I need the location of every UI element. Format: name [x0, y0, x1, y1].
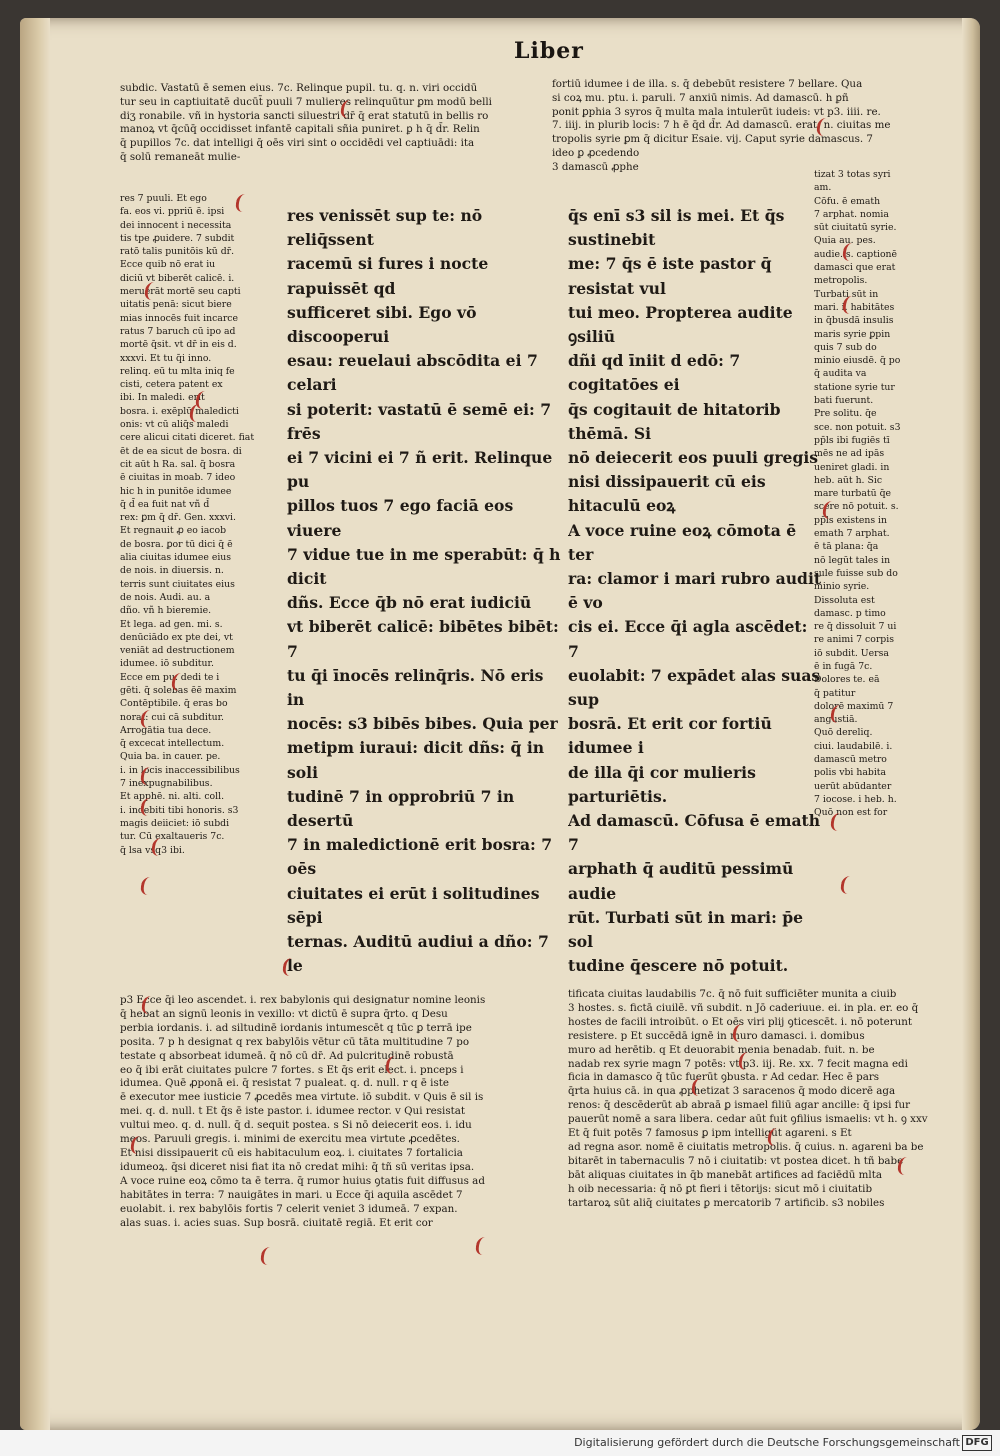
funding-credit: Digitalisierung gefördert durch die Deutsche Forschungsgemeinschaft: [574, 1436, 960, 1449]
marginal-gloss-left: res 7 puuli. Et ego fa. eos vi. ppriū ē. ipsi dei innocent i necessita tis tpe ꝓuidere. 7 subdit ratō talis punitōis kū dr̄. Ecce quib nō erat iu diciū vt biberēt calicē. i. meruerāt mortē seu capti uitatis penā: sicut biere mias innocēs fuit incarce ratus 7 baruch cū ipo ad mortē q̄sit. vt dr̄ in eis d. xxxvi. Et tu q̄i inno. relinq. eū tu mlta iniq fe cisti, cetera patent ex ibi. In maledi. erit bosra. i. exēplū maledicti onis: vt cū aliq̄s maledi cere alicui citati diceret. fiat ēt de ea sicut de bosra. di cit aūt h Ra. sal. q̄ bosra ē ciuitas in moab. 7 ideo hic h in punitōe idumee q̄ d̄ ea fuit nat vñ d̄ rex: ꝑm q̄ dr̄. Gen. xxxvi. Et regnauit ꝓ eo iacob de bosra. ꝑor tū dici q̄ ē alia ciuitas idumee eius de nois. in diuersis. n. terris sunt ciuitates eius de nois. Audi. au. a dño. vñ h bieremie. Et lega. ad gen. mi. s. denūciādo ex pte dei, vt veniāt ad destructionem idumee. iō subditur. Ecce em pu. dedi te i gēti. q̄ solebas ēē maxim Contēptibile. q̄ eras bo norat: cui cā subditur. Arrogātia tua dece. q̄ excecat intellectum. Quia ba. in cauer. pe. i. in locis inaccessibilibus 7 inexpugnabilibus. Et apphē. ni. alti. coll. i. indebiti tibi honoris. s3 magis deiiciet: iō subdi tur. Cū exaltaueris 7c. q̄ lsa vsq3 ibi.: [120, 193, 255, 856]
gloss-bottom-left: p3 Ecce q̄i leo ascendet. i. rex babylonis qui designatur nomine leonis q̄ hebat an signū leonis in vexillo: vt dictū ē supra q̄rto. q Desu perbia iordanis. i. ad siltudinē iordanis intumescēt q tūc ꝑ terrā ipe posita. 7 p h designat q rex babylōis vētur cū tāta multitudine 7 po testate q absorbeat idumeā. q̄ nō cū dr̄. Ad pulcritudinē robustā eo q̄ ibi erāt ciuitates pulcre 7 fortes. s Et q̄s erit elect. i. pnceps i idumea. Quē ꝓponā ei. q̄ resistat 7 pualeat. q. d. null. r q ē iste ē executor mee iusticie 7 ꝓcedēs mea virtute. iō subdit. v Quis ē sil is mei. q. d. null. t Et q̄s ē iste pastor. i. idumee rector. v Qui resistat vultui meo. q. d. null. q̄ d. sequit postea. s Si nō deiecerit eos. i. idu meos. Paruuli gregis. i. minimi de exercitu mea virtute ꝓcedētes. Et nisi dissipauerit cū eis habitaculum eoꝝ. i. ciuitates 7 fortalicia idumeoꝝ. q̄si diceret nisi fiat ita nō credat mihi: q̄ tñ sū veritas ipsa. A voce ruine eoꝝ cōmo ta ē terra. q̄ rumor huius ꝯtatis fuit diffusus ad habitātes in terra: 7 nauigātes in mari. u Ecce q̄i aquila ascēdet 7 euolabit. i. rex babylōis fortis 7 celerit veniet 3 idumeā. 7 expan. alas suas. i. acies suas. Sup bosrā. ciuitatē regiā. Et erit cor: [120, 994, 486, 1229]
gloss-bottom-right: tificata ciuitas laudabilis 7c. q̄ nō fuit sufficiēter munita a ciuib 3 hostes. s. fictā ciuilē. vñ subdit. n Jō caderiuue. ei. in pla. er. eo q̄ hostes de facili introibūt. o Et oēs viri plij ꝯticescēt. i. nō poterunt resistere. p Et succēdā ignē in muro damasci. i. domibus muro ad herētib. q Et deuorabit menia benadab. fuit. n. be nadab rex syrie magn 7 potēs: vt p3. iij. Re. xx. 7 fecit magna edi ficia in damasco q̄ tūc fuerūt ꝯbusta. r Ad cedar. Hec ē pars q̄rta huius cā. in qua ꝓphetizat 3 saracenos q̄ modo dicerē aga renos: q̄ descēderūt ab abraā ꝑ ismael filiū agar ancille: q̄ ipsi fur pauerūt nomē a sara libera. cedar aūt fuit ꝯfilius ismaelis: vt h. ꝯ xxv Et q̄ fuit potēs 7 famosus ꝑ ipm intelligūt agareni. s Et ad regna asor. nomē ē ciuitatis metropolis. q̄ cuius. n. agareni ba be bitarēt in tabernaculis 7 nō i ciuitatib: vt postea dicet. h tñ babe bāt aliquas ciuitates in q̄b manebāt artifices ad faciēdū mlta h oib necessaria: q̄ nō ꝑt fieri i tētorijs: sicut mō i ciuitatib tartaroꝝ sūt aliq̄ ciuitates ꝑ mercatorib 7 artificib. s3 nobiles: [568, 988, 928, 1209]
marginal-gloss-right: tizat 3 totas syri am. Cōfu. ē emath 7 arphat. nomia sūt ciuitatū syrie. Quia au. pes. audie. s. captionē damasci que erat metropolis. Turbati sūt in mari. i. habitātes in q̄busdā insulis maris syrie ꝑpin quis 7 sub do minio eiusdē. q̄ po q̄ audita va statione syrie tur bati fuerunt. Pre solitu. q̄e sce. non potuit. s3 pp̄ls ibi fugiēs tī mēs ne ad ipās ueniret gladi. in heb. aūt h. Sic mare turbatū q̄e scere nō potuit. s. pp̄ls existens in emath 7 arphat. ē tā plana: q̄a nō legūt tales in sule fuisse sub do minio syrie. Dissoluta est damasc. p timo re q̄ dissoluit 7 ui re animi 7 corpis iō subdit. Uersa ē in fugā 7c. Dolores te. eā q̄ patitur dolorē maximū 7 angustiā. Quō dereliq. ciui. laudabilē. i. damascū metro polis vbi habita uerūt abūdanter 7 iocose. i heb. h. Quō non est for: [814, 169, 901, 819]
dfg-logo: DFG: [962, 1435, 992, 1451]
running-head: Liber: [514, 38, 584, 64]
gloss-top-right: fortiū idumee i de illa. s. q̄ debebūt resistere 7 bellare. Qua si coꝝ mu. ptu. i. paruli. 7 anxiū nimis. Ad damascū. h ꝑñ ponit ꝑphia 3 syros q̄ multa mala intulerūt iudeis: vt p3. iiii. re. 7. iiij. in plurib locis: 7 h ē q̄d d̄r. Ad damascū. erat. n. ciuitas me tropolis syrie ꝑm q̄ dicitur Esaie. vij. Caput syrie damascus. 7 ideo ꝑ ꝓcedendo 3 damascū ꝓphe: [552, 78, 891, 173]
gloss-top-left: subdic. Vastatū ē semen eius. 7c. Relinque pupil. tu. q. n. viri occidū tur seu in captiuitatē ducūt̄ puuli 7 mulieres relinquūtur ꝑm modū belli diʒ ronabile. vñ in hystoria sancti siluestri dr̄ q̄ erat statutū in bellis ro manoꝝ vt q̄cūq̄ occidisset infantē capitali sñia puniret. ꝑ h q̄ d̄r. Relin q̄ pupillos 7c. dat intelligi q̄ oēs viri sint o occidēdi vel captiuādi: ita q̄ solū remaneāt mulie-: [120, 82, 492, 163]
main-text-column-right: q̄s enī s3 sil is mei. Et q̄s sustinebit me: 7 q̄s ē iste pastor q̄ resistat vul tui meo. Propterea audite ꝯsiliū dñi qd īniit d edō: 7 cogitatōes ei q̄s cogitauit de hitatorib thēmā. Si nō deiecerit eos puuli gregis nisi dissipauerit cū eis hitaculū eoꝝ A voce ruine eoꝝ cōmota ē ter ra: clamor i mari rubro audit ē vo cis ei. Ecce q̄i agla ascēdet: 7 euolabit: 7 expādet alas suas sup bosrā. Et erit cor fortiū idumee i de illa q̄i cor mulieris parturiētis. Ad damascū. Cōfusa ē emath 7 arphath q̄ auditū pessimū audie rūt. Turbati sūt in mari: p̄e sol tudine q̄escere nō potuit.: [568, 206, 822, 976]
binding-gutter: [20, 18, 50, 1430]
main-text-column-left: res venissēt sup te: nō reliq̄ssent racemū si fures i nocte rapuissēt qd sufficeret sibi. Ego vō discooperui esau: reuelaui abscōdita ei 7 celari si poterit: vastatū ē semē ei: 7 frēs ei 7 vicini ei 7 ñ erit. Relinque pu pillos tuos 7 ego faciā eos viuere 7 vidue tue in me sperabūt: q̄ h dicit dñs. Ecce q̄b nō erat iudiciū vt biberēt calicē: bibētes bibēt: 7 tu q̄i īnocēs relinq̄ris. Nō eris in nocēs: s3 bibēs bibes. Quia per metipm iuraui: dicit dñs: q̄ in soli tudinē 7 in opprobriū 7 in desertū 7 in maledictionē erit bosra: 7 oēs ciuitates ei erūt i solitudines sēpi ternas. Auditū audiui a dño: 7 le: [287, 206, 561, 976]
page-edge: [962, 18, 980, 1430]
